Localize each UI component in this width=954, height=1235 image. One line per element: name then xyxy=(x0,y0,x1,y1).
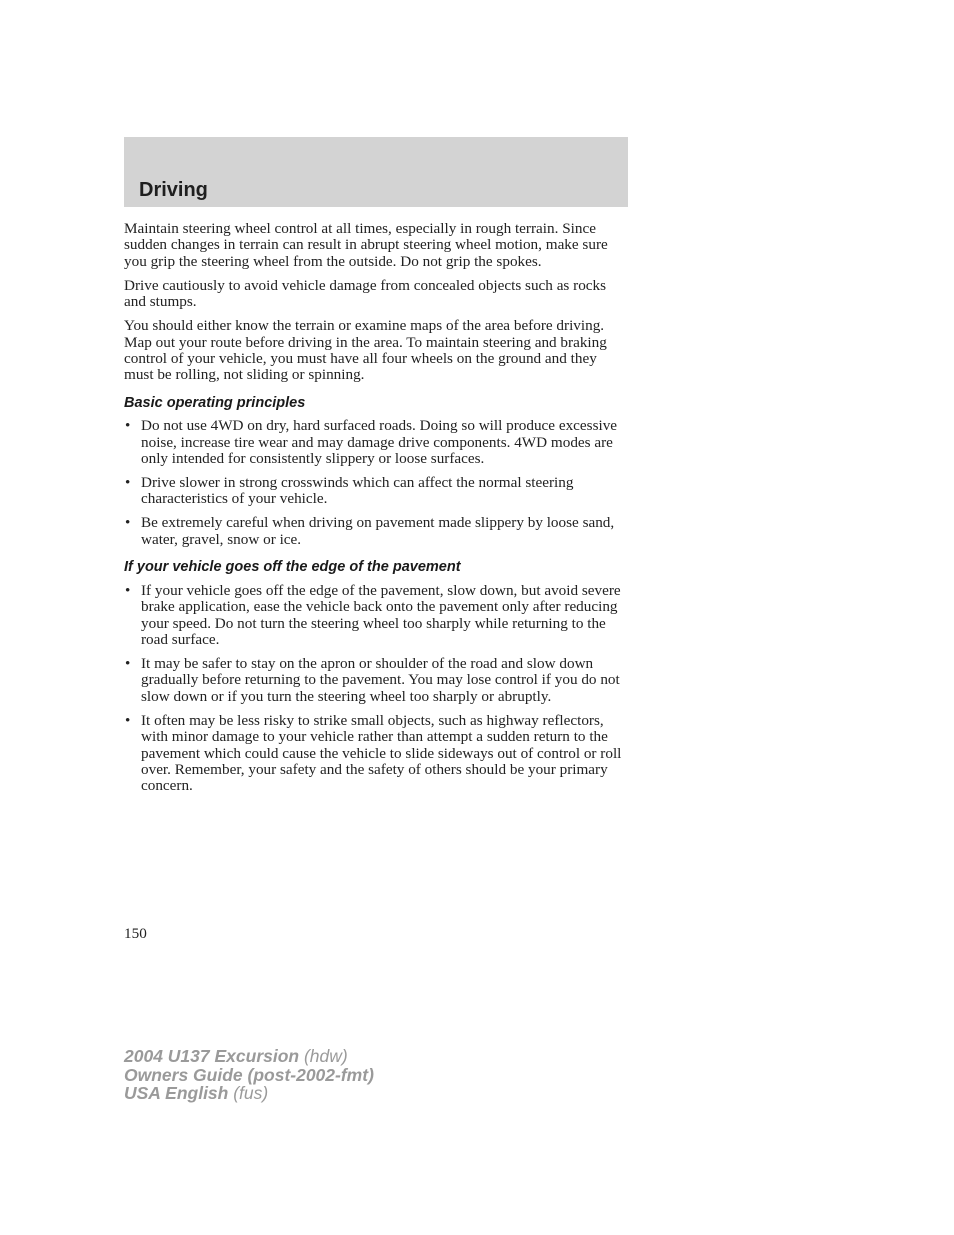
list-item-text: It often may be less risky to strike small objects, such as highway reflectors, with minor damage to your vehicle rather than attempt a sudden return to the pavement which could cause the vehicle to slide sideways out of control or roll over. Remember, your safety and the safety of others should be your primary concern. xyxy=(141,711,622,795)
bullet-icon: • xyxy=(125,581,131,599)
page-content xyxy=(124,221,630,802)
subheading-basic-operating-principles: Basic operating principles xyxy=(124,394,306,411)
footer-line: 2004 U137 Excursion (hdw) xyxy=(124,1046,348,1066)
bullet-icon: • xyxy=(125,654,131,672)
section-header-band xyxy=(124,137,628,207)
footer-line: Owners Guide (post-2002-fmt) xyxy=(124,1064,374,1085)
list-item xyxy=(124,475,630,508)
bullet-list-off-pavement xyxy=(124,583,630,795)
list-item-text: Do not use 4WD on dry, hard surfaced roads. Doing so will produce excessive noise, increase tire wear and may damage drive components. 4WD modes are only intended for consistently slippery or loose surfaces. xyxy=(141,417,618,468)
list-item xyxy=(124,713,630,795)
list-item-text: Drive slower in strong crosswinds which can affect the normal steering characteristics of your vehicle. xyxy=(141,474,574,508)
list-item xyxy=(124,583,630,649)
list-item xyxy=(124,418,630,467)
body-paragraph: Maintain steering wheel control at all times, especially in rough terrain. Since sudden changes in terrain can result in abrupt steering wheel motion, make sure you grip the steering wheel from the outside. Do not grip the spokes. xyxy=(124,220,608,270)
bullet-icon: • xyxy=(125,474,131,492)
list-item xyxy=(124,515,630,548)
document-footer xyxy=(124,1047,374,1103)
list-item xyxy=(124,656,630,705)
footer-line: USA English (fus) xyxy=(124,1083,269,1103)
list-item-text: If your vehicle goes off the edge of the pavement, slow down, but avoid severe brake application, ease the vehicle back onto the pavement only after reducing your speed. Do not turn the steering wheel too sharply while returning to the road surface. xyxy=(141,581,621,648)
subheading-off-pavement: If your vehicle goes off the edge of the pavement xyxy=(124,559,461,576)
section-title: Driving xyxy=(139,179,208,201)
list-item-text: Be extremely careful when driving on pavement made slippery by loose sand, water, gravel, snow or ice. xyxy=(141,514,615,548)
bullet-icon: • xyxy=(125,417,131,435)
page-number: 150 xyxy=(124,925,147,942)
bullet-icon: • xyxy=(125,711,131,729)
body-paragraph: Drive cautiously to avoid vehicle damage from concealed objects such as rocks and stumps. xyxy=(124,276,607,311)
bullet-icon: • xyxy=(125,514,131,532)
bullet-list-basic-principles xyxy=(124,418,630,548)
body-paragraph: You should either know the terrain or examine maps of the area before driving. Map out your route before driving in the area. To maintain steering and braking control of your vehicle, you must have all four wheels on the ground and they must be rolling, not sliding or spinning. xyxy=(124,317,607,384)
list-item-text: It may be safer to stay on the apron or shoulder of the road and slow down gradually before returning to the pavement. You may lose control if you do not slow down or if you turn the steering wheel too sharply or abruptly. xyxy=(141,654,620,705)
